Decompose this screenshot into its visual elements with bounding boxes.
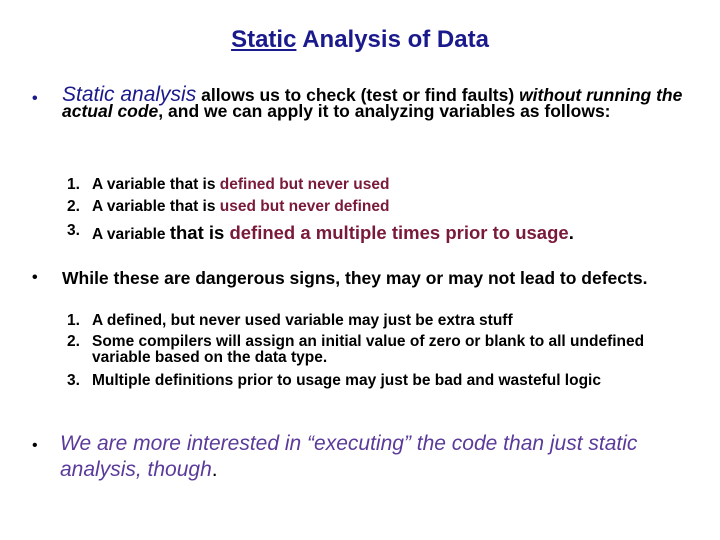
list-number: 2. <box>67 333 80 350</box>
bullet-lead: Static analysis <box>62 83 197 106</box>
bullet-text: While these are dangerous signs, they may or may not lead to defects. <box>62 268 648 288</box>
bullet-text-b: without running the actual code <box>62 85 683 121</box>
bullet-text: We are more interested in “executing” the code than just static analysis, though. <box>60 432 638 481</box>
title-rest: Analysis of Data <box>296 26 489 53</box>
page-title <box>0 26 720 54</box>
bullet-symbol: • <box>32 90 38 107</box>
bullet-text-c: , and we can apply it to analyzing variables as follows: <box>158 101 611 121</box>
list-number: 1. <box>67 312 80 329</box>
list-text: A variable that is used but never defined <box>92 198 390 215</box>
list-text: A defined, but never used variable may just be extra stuff <box>92 312 513 329</box>
bullet-text <box>62 83 702 121</box>
bullet-symbol: • <box>32 269 38 286</box>
list-number: 3. <box>67 222 80 239</box>
list-text: A variable that is defined but never used <box>92 176 390 193</box>
title-static: Static <box>231 26 297 53</box>
list-text: Multiple definitions prior to usage may just be bad and wasteful logic <box>92 372 601 389</box>
list-text: A variable that is defined a multiple times prior to usage. <box>92 222 574 243</box>
list-number: 1. <box>67 176 80 193</box>
list-number: 2. <box>67 198 80 215</box>
bullet-text-a: allows us to check (test or find faults) <box>196 85 520 105</box>
list-number: 3. <box>67 372 80 389</box>
list-text: Some compilers will assign an initial value of zero or blank to all undefined variable based on the data type. <box>92 333 645 366</box>
bullet-symbol: • <box>32 437 38 454</box>
